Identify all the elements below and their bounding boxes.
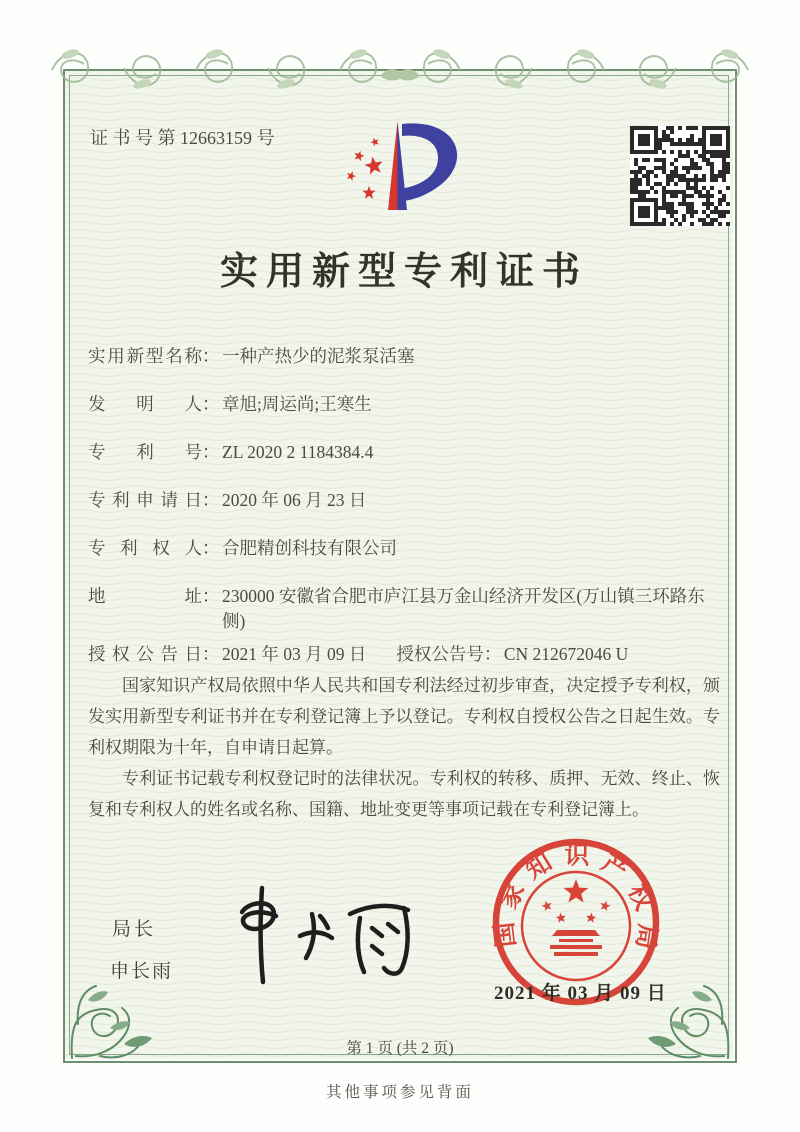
- field-row-grant: 授权公告日 ： 2021 年 03 月 09 日 授权公告号 ： CN 212672046 U: [88, 642, 720, 667]
- legal-paragraph-1: 国家知识产权局依照中华人民共和国专利法经过初步审查，决定授予专利权，颁发实用新型专利证书并在专利登记簿上予以登记。专利权自授权公告之日起生效。专利权期限为十年，自申请日起算。: [88, 676, 720, 757]
- field-row-address: 地址 ： 230000 安徽省合肥市庐江县万金山经济开发区(万山镇三环路东侧): [88, 584, 720, 634]
- certificate-title: 实用新型专利证书: [219, 251, 588, 293]
- field-row-filing-date: 专利申请日 ： 2020 年 06 月 23 日: [88, 488, 720, 513]
- qr-code: [630, 126, 730, 226]
- legal-paragraph-2: 专利证书记载专利权登记时的法律状况。专利权的转移、质押、无效、终止、恢复和专利权人的姓名或名称、国籍、地址变更等事项记载在专利登记簿上。: [88, 769, 720, 819]
- field-value: 合肥精创科技有限公司: [222, 538, 397, 558]
- certificate-fields: [88, 344, 720, 667]
- field-row-utility-model-name: 实用新型名称 ： 一种产热少的泥浆泵活塞: [88, 344, 720, 369]
- field-label: 实用新型名称: [88, 346, 202, 366]
- signature-shen-changyu: [216, 880, 426, 992]
- certificate-number: 证 书 号 第 12663159 号: [90, 128, 275, 148]
- field-row-patent-number: 专利号 ： ZL 2020 2 1184384.4: [88, 440, 720, 465]
- grant-number-value: CN 212672046 U: [503, 644, 629, 664]
- grant-number-label: 授权公告号: [396, 644, 484, 664]
- grant-date-label: 授权公告日: [88, 644, 202, 664]
- grant-date-value: 2021 年 03 月 09 日: [222, 644, 367, 664]
- field-label: 地址: [88, 586, 202, 606]
- officer-title: 局长: [112, 919, 157, 940]
- grant-number-pair: 授权公告号 ： CN 212672046 U: [396, 642, 628, 667]
- seal-date: 2021 年 03 月 09 日: [494, 983, 667, 1004]
- legal-text: [88, 670, 720, 825]
- top-floral-ornament: [0, 10, 800, 110]
- field-row-inventors: 发明人 ： 章旭;周运尚;王寒生: [88, 392, 720, 417]
- field-label: 专利权人: [88, 538, 202, 558]
- field-label: 专利申请日: [88, 490, 202, 510]
- cnipa-logo-icon: [326, 112, 482, 224]
- field-value: 2020 年 06 月 23 日: [222, 490, 367, 510]
- seal-org-text: 国家知识产权局: [491, 842, 661, 951]
- field-row-patentee: 专利权人 ： 合肥精创科技有限公司: [88, 536, 720, 561]
- field-label: 专利号: [88, 442, 202, 462]
- field-value: 章旭;周运尚;王寒生: [222, 394, 372, 414]
- back-side-note: 其他事项参见背面: [325, 1084, 474, 1101]
- field-value: 一种产热少的泥浆泵活塞: [222, 346, 415, 366]
- field-value: 230000 安徽省合肥市庐江县万金山经济开发区(万山镇三环路东侧): [222, 586, 705, 631]
- seal-emblem-gate: [550, 930, 602, 956]
- officer-name: 申长雨: [110, 961, 174, 982]
- field-label: 发明人: [88, 394, 202, 414]
- field-value: ZL 2020 2 1184384.4: [222, 442, 374, 462]
- page-number: 第 1 页 (共 2 页): [346, 1040, 454, 1057]
